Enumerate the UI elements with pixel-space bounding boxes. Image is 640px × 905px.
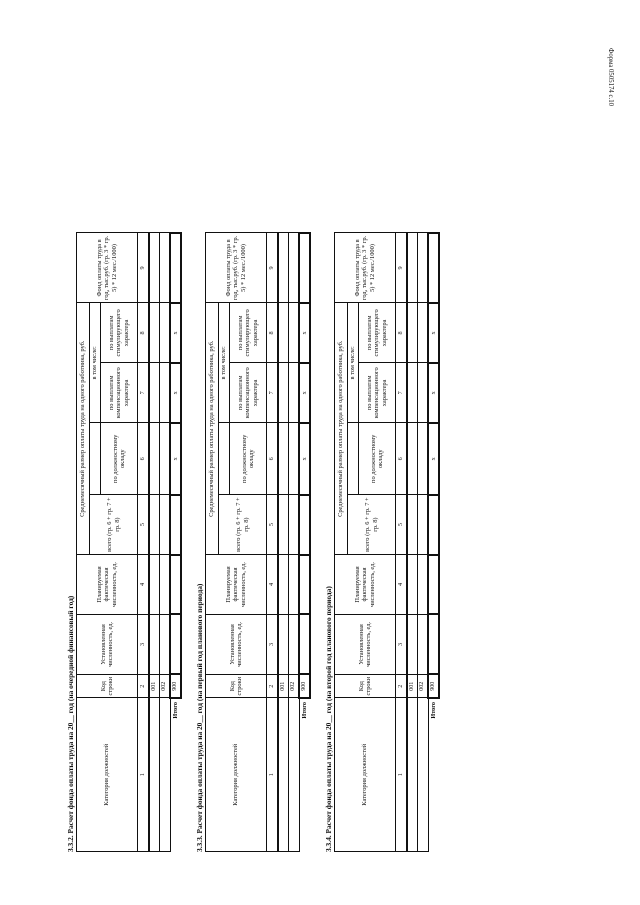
cell-compensation[interactable] — [278, 363, 289, 423]
total-row — [170, 233, 181, 852]
cell-fund[interactable] — [160, 233, 171, 303]
header-including: в том числе: — [219, 303, 230, 423]
col-number: 5 — [267, 495, 279, 555]
cell-stimulus[interactable] — [149, 303, 160, 363]
col-number: 1 — [138, 698, 150, 852]
total-stimulus: х — [428, 303, 439, 363]
cell-total[interactable] — [160, 495, 171, 555]
cell-compensation[interactable] — [289, 363, 300, 423]
total-fund[interactable] — [428, 233, 439, 303]
header-incl — [90, 423, 101, 495]
cell-stimulus[interactable] — [418, 303, 429, 363]
section-3-3-4 — [324, 232, 444, 852]
col-number: 1 — [267, 698, 279, 852]
col-number: 2 — [138, 674, 150, 698]
header-established: Установленная численность, ед. — [335, 614, 396, 674]
total-row — [428, 233, 439, 852]
col-number: 9 — [138, 233, 150, 303]
total-row — [299, 233, 310, 852]
cell-established[interactable] — [278, 614, 289, 674]
table-row — [418, 233, 429, 852]
col-number: 4 — [138, 555, 150, 615]
col-number: 7 — [396, 363, 408, 423]
header-planned: Планируемая фактическая численность, ед. — [206, 555, 267, 615]
cell-stimulus[interactable] — [407, 303, 418, 363]
col-number: 2 — [396, 674, 408, 698]
cell-planned[interactable] — [418, 555, 429, 615]
cell-stimulus[interactable] — [289, 303, 300, 363]
total-label: Итого — [430, 702, 438, 719]
header-salary: по должностному окладу — [101, 423, 138, 495]
header-planned: Планируемая фактическая численность, ед. — [77, 555, 138, 615]
section-title: 3.3.4. Расчет фонда оплаты труда на 20__ год (на второй год планового периода) — [324, 586, 333, 852]
section-title: 3.3.2. Расчет фонда оплаты труда на 20__ год (на очередной финансовый год) — [66, 595, 75, 852]
cell-planned[interactable] — [160, 555, 171, 615]
cell-code: 001 — [407, 674, 418, 698]
header-compensation: по выплатам компенсационного характера — [230, 363, 267, 423]
cell-code: 002 — [418, 674, 429, 698]
total-established[interactable] — [428, 614, 439, 674]
col-number: 4 — [267, 555, 279, 615]
total-label: Итого — [172, 702, 180, 719]
cell-salary[interactable] — [407, 423, 418, 495]
cell-total[interactable] — [418, 495, 429, 555]
cell-salary[interactable] — [418, 423, 429, 495]
header-established: Установленная численность, ед. — [206, 614, 267, 674]
cell-salary[interactable] — [160, 423, 171, 495]
total-salary: х — [170, 423, 181, 495]
total-avg — [428, 495, 439, 555]
header-compensation: по выплатам компенсационного характера — [359, 363, 396, 423]
header-total: всего (гр. 6 + гр. 7 + гр. 8) — [90, 495, 138, 555]
section-title: 3.3.3. Расчет фонда оплаты труда на 20__ год (на первый год планового периода) — [195, 583, 204, 852]
cell-category[interactable] — [149, 698, 160, 852]
form-code — [603, 48, 615, 120]
header-total: всего (гр. 6 + гр. 7 + гр. 8) — [348, 495, 396, 555]
section-3-3-2 — [66, 232, 186, 852]
cell-total[interactable] — [289, 495, 300, 555]
cell-fund[interactable] — [407, 233, 418, 303]
cell-compensation[interactable] — [160, 363, 171, 423]
header-fund: Фонд оплаты труда в год, тыс.руб. (гр. 3 * гр. 5) * 12 мес./1000) — [335, 233, 396, 303]
form-code-text: Форма 0505174 с.10 — [607, 48, 614, 107]
total-code: 900 — [428, 674, 439, 698]
total-planned[interactable] — [428, 555, 439, 615]
col-number: 7 — [138, 363, 150, 423]
cell-salary[interactable] — [278, 423, 289, 495]
header-stimulus: по выплатам стимулирующего характера — [359, 303, 396, 363]
col-number: 5 — [138, 495, 150, 555]
cell-established[interactable] — [407, 614, 418, 674]
header-avg-salary: Среднемесячный размер оплаты труда на одного работника, руб. — [335, 303, 348, 555]
total-compensation: х — [170, 363, 181, 423]
col-number: 7 — [267, 363, 279, 423]
cell-fund[interactable] — [418, 233, 429, 303]
header-code: Код строки — [206, 674, 267, 698]
cell-fund[interactable] — [149, 233, 160, 303]
col-number: 1 — [396, 698, 408, 852]
table-row — [278, 233, 289, 852]
cell-fund[interactable] — [289, 233, 300, 303]
total-established[interactable] — [170, 614, 181, 674]
total-label: Итого — [301, 702, 309, 719]
header-including: в том числе: — [90, 303, 101, 423]
header-code: Код строки — [335, 674, 396, 698]
cell-code: 002 — [160, 674, 171, 698]
col-number: 6 — [396, 423, 408, 495]
header-established: Установленная численность, ед. — [77, 614, 138, 674]
total-planned[interactable] — [299, 555, 310, 615]
total-planned[interactable] — [170, 555, 181, 615]
header-category: Категория должностей — [206, 698, 267, 852]
total-stimulus: х — [170, 303, 181, 363]
cell-total[interactable] — [149, 495, 160, 555]
header-salary: по должностному окладу — [359, 423, 396, 495]
col-number: 2 — [267, 674, 279, 698]
header-code: Код строки — [77, 674, 138, 698]
header-incl — [219, 423, 230, 495]
total-salary: х — [299, 423, 310, 495]
cell-established[interactable] — [418, 614, 429, 674]
cell-code: 001 — [278, 674, 289, 698]
cell-category[interactable] — [278, 698, 289, 852]
cell-category[interactable] — [407, 698, 418, 852]
total-code: 900 — [299, 674, 310, 698]
total-salary: х — [428, 423, 439, 495]
cell-planned[interactable] — [289, 555, 300, 615]
header-category: Категория должностей — [77, 698, 138, 852]
col-number: 3 — [267, 614, 279, 674]
total-stimulus: х — [299, 303, 310, 363]
header-category: Категория должностей — [335, 698, 396, 852]
cell-stimulus[interactable] — [160, 303, 171, 363]
cell-total[interactable] — [278, 495, 289, 555]
cell-salary[interactable] — [289, 423, 300, 495]
table-row — [407, 233, 418, 852]
header-fund: Фонд оплаты труда в год, тыс.руб. (гр. 3 * гр. 5) * 12 мес./1000) — [77, 233, 138, 303]
payroll-table — [76, 232, 182, 852]
cell-planned[interactable] — [278, 555, 289, 615]
col-number: 3 — [138, 614, 150, 674]
header-planned: Планируемая фактическая численность, ед. — [335, 555, 396, 615]
cell-salary[interactable] — [149, 423, 160, 495]
cell-established[interactable] — [149, 614, 160, 674]
col-number: 6 — [138, 423, 150, 495]
col-number: 9 — [396, 233, 408, 303]
header-compensation: по выплатам компенсационного характера — [101, 363, 138, 423]
table-row — [289, 233, 300, 852]
total-established[interactable] — [299, 614, 310, 674]
cell-compensation[interactable] — [149, 363, 160, 423]
col-number: 5 — [396, 495, 408, 555]
col-number: 8 — [267, 303, 279, 363]
cell-compensation[interactable] — [407, 363, 418, 423]
cell-compensation[interactable] — [418, 363, 429, 423]
header-incl — [348, 423, 359, 495]
col-number: 3 — [396, 614, 408, 674]
header-including: в том числе: — [348, 303, 359, 423]
col-number: 8 — [138, 303, 150, 363]
header-stimulus: по выплатам стимулирующего характера — [101, 303, 138, 363]
cell-code: 002 — [289, 674, 300, 698]
header-avg-salary: Среднемесячный размер оплаты труда на одного работника, руб. — [206, 303, 219, 555]
table-row — [160, 233, 171, 852]
cell-planned[interactable] — [149, 555, 160, 615]
header-fund: Фонд оплаты труда в год, тыс.руб. (гр. 3 * гр. 5) * 12 мес./1000) — [206, 233, 267, 303]
total-fund[interactable] — [299, 233, 310, 303]
col-number: 4 — [396, 555, 408, 615]
total-compensation: х — [299, 363, 310, 423]
total-avg — [170, 495, 181, 555]
payroll-table — [334, 232, 440, 852]
header-total: всего (гр. 6 + гр. 7 + гр. 8) — [219, 495, 267, 555]
header-avg-salary: Среднемесячный размер оплаты труда на одного работника, руб. — [77, 303, 90, 555]
cell-fund[interactable] — [278, 233, 289, 303]
total-compensation: х — [428, 363, 439, 423]
section-3-3-3 — [195, 232, 315, 852]
total-avg — [299, 495, 310, 555]
cell-category[interactable] — [160, 698, 171, 852]
total-code: 900 — [170, 674, 181, 698]
table-row — [149, 233, 160, 852]
col-number: 8 — [396, 303, 408, 363]
cell-stimulus[interactable] — [278, 303, 289, 363]
col-number: 6 — [267, 423, 279, 495]
cell-total[interactable] — [407, 495, 418, 555]
col-number: 9 — [267, 233, 279, 303]
cell-established[interactable] — [160, 614, 171, 674]
cell-code: 001 — [149, 674, 160, 698]
cell-category[interactable] — [418, 698, 429, 852]
payroll-table — [205, 232, 311, 852]
header-salary: по должностному окладу — [230, 423, 267, 495]
cell-category[interactable] — [289, 698, 300, 852]
header-stimulus: по выплатам стимулирующего характера — [230, 303, 267, 363]
cell-established[interactable] — [289, 614, 300, 674]
total-fund[interactable] — [170, 233, 181, 303]
cell-planned[interactable] — [407, 555, 418, 615]
